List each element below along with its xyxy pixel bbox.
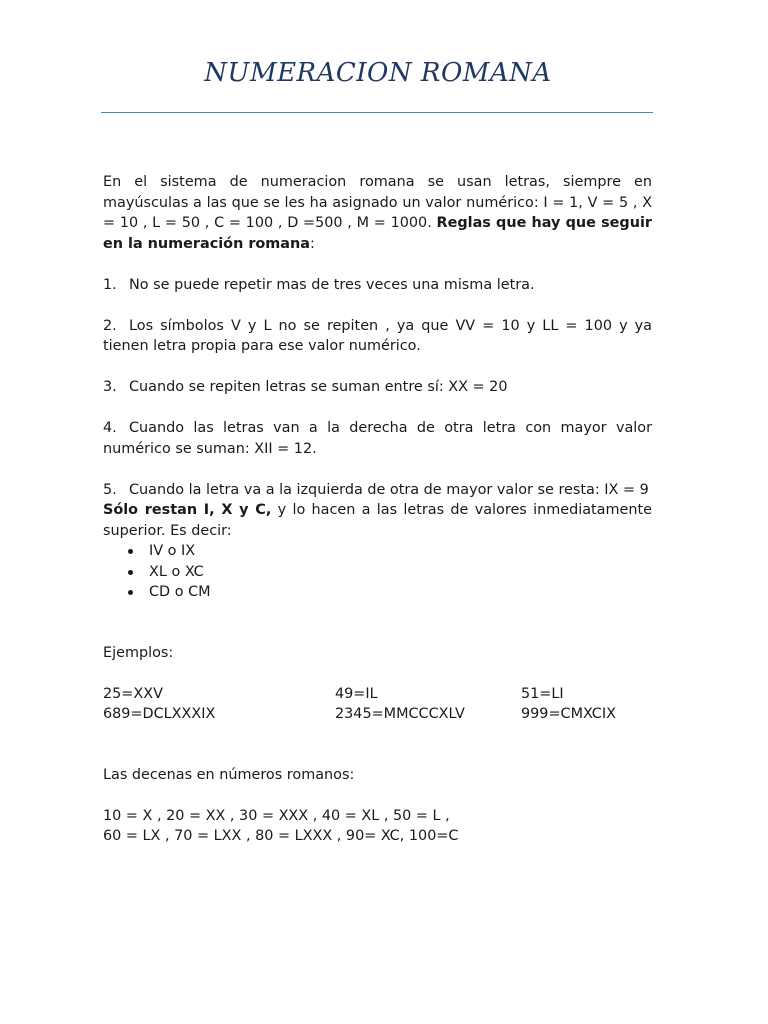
intro-bold: Reglas que hay que seguir en la numeración romana	[103, 215, 652, 252]
restan-paragraph	[103, 500, 652, 541]
bullet-text: CD o CM	[149, 584, 211, 600]
decenas-label: Las decenas en números romanos:	[103, 766, 355, 783]
intro-tail: :	[309, 235, 315, 252]
document-body	[103, 172, 652, 847]
rule-3	[103, 377, 652, 398]
examples-row	[103, 684, 652, 705]
title-underline	[101, 112, 653, 113]
example-cell: 2345=MMCCCXLV	[335, 706, 465, 722]
example-cell: 689=DCLXXXIX	[103, 706, 216, 722]
rule-number: 3.	[103, 379, 117, 395]
document-title: NUMERACION ROMANA	[204, 58, 552, 88]
list-item	[103, 541, 652, 562]
intro-text: En el sistema de numeracion romana se usan letras, siempre en mayúsculas a las que se les ha asignado un valor numérico: I = 1, V = 5 , X = 10 , L = 50 , C = 100 , D =500 , M = 1000.	[103, 174, 652, 231]
restan-text: y lo hacen a las letras de valores inmediatamente superior. Es decir:	[103, 502, 652, 539]
rule-number: 4.	[103, 420, 117, 436]
bullet-icon	[128, 570, 133, 575]
examples-label: Ejemplos:	[103, 644, 174, 661]
example-cell: 49=IL	[335, 685, 378, 702]
examples-table	[103, 684, 652, 725]
rule-5	[103, 480, 652, 501]
decenas-line: 60 = LX , 70 = LXX , 80 = LXXX , 90= XC, 100=C	[103, 828, 459, 844]
list-item	[103, 582, 652, 603]
rule-text: Cuando se repiten letras se suman entre sí: XX = 20	[129, 379, 508, 395]
rule-text: Cuando la letra va a la izquierda de otra de mayor valor se resta: IX = 9	[129, 481, 649, 498]
intro-paragraph	[103, 172, 652, 254]
bullet-text: XL o XC	[149, 563, 204, 580]
decenas-line: 10 = X , 20 = XX , 30 = XXX , 40 = XL , 50 = L ,	[103, 807, 450, 824]
example-cell: 999=CMXCIX	[521, 706, 616, 722]
rule-1	[103, 275, 652, 296]
examples-row	[103, 704, 652, 725]
bullet-text: IV o IX	[149, 543, 196, 559]
rule-text: No se puede repetir mas de tres veces una misma letra.	[129, 276, 535, 293]
bullet-icon	[128, 590, 133, 595]
bullet-list	[103, 541, 652, 603]
rule-number: 5.	[103, 481, 117, 498]
rule-number: 2.	[103, 317, 117, 334]
example-cell: 25=XXV	[103, 685, 163, 702]
restan-bold: Sólo restan I, X y C,	[103, 502, 272, 518]
rule-text: Cuando las letras van a la derecha de otra letra con mayor valor numérico se suman: XII = 12.	[103, 420, 652, 457]
rule-2	[103, 316, 652, 357]
list-item	[103, 562, 652, 583]
bullet-icon	[128, 549, 133, 554]
rule-number: 1.	[103, 276, 117, 293]
example-cell: 51=LI	[521, 685, 564, 702]
rule-4	[103, 418, 652, 459]
rule-text: Los símbolos V y L no se repiten , ya que VV = 10 y LL = 100 y ya tienen letra propia para ese valor numérico.	[103, 317, 652, 354]
